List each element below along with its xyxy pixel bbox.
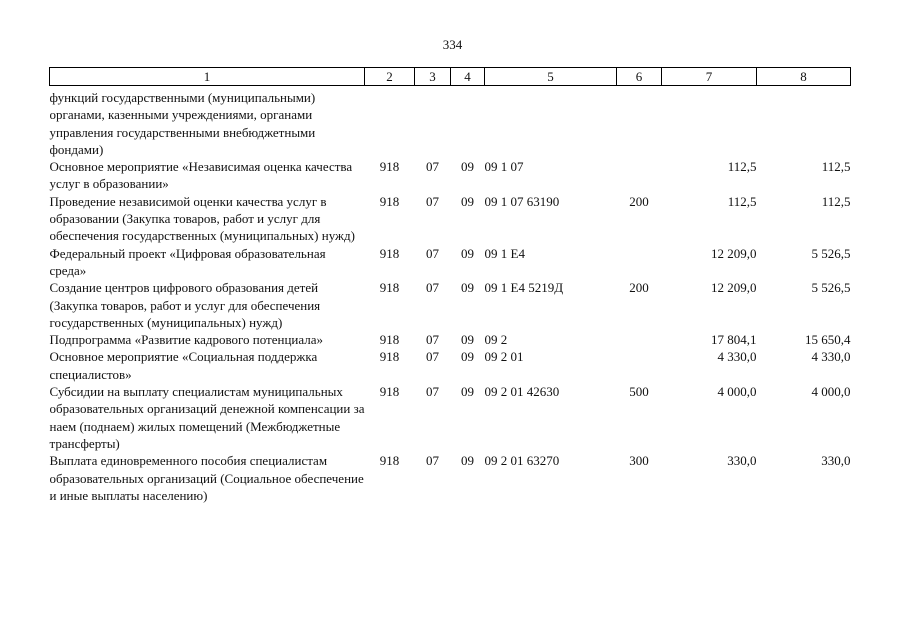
cell-target-article: 09 2 01 <box>484 349 524 365</box>
cell-section: 07 <box>426 332 439 348</box>
column-header: 5 <box>485 68 617 86</box>
cell-subsection: 09 <box>461 245 474 261</box>
cell-amount-7: 17 804,1 <box>711 332 757 348</box>
cell-amount-8: 5 526,5 <box>811 280 851 296</box>
cell-subsection: 09 <box>461 384 474 400</box>
cell-section: 07 <box>426 453 439 469</box>
page-number: 334 <box>442 37 463 52</box>
cell-amount-7: 4 000,0 <box>717 384 757 400</box>
cell-amount-7: 112,5 <box>727 193 757 209</box>
cell-section: 07 <box>426 349 439 365</box>
cell-section <box>415 86 451 159</box>
cell-ministry: 918 <box>379 245 400 261</box>
cell-amount-7: 12 209,0 <box>711 280 757 296</box>
cell-ministry <box>365 86 415 159</box>
cell-subsection: 09 <box>461 193 474 209</box>
cell-amount-7 <box>662 86 757 159</box>
cell-target-article: 09 1 E4 <box>484 245 525 261</box>
cell-expense-type <box>617 245 662 280</box>
cell-ministry: 918 <box>379 159 400 175</box>
cell-section: 07 <box>426 193 439 209</box>
cell-subsection: 09 <box>461 332 474 348</box>
cell-target-article: 09 1 07 63190 <box>484 193 560 209</box>
cell-amount-7: 112,5 <box>727 159 757 175</box>
cell-target-article: 09 2 <box>484 332 508 348</box>
cell-subsection: 09 <box>461 453 474 469</box>
cell-amount-8: 330,0 <box>821 453 851 469</box>
table-row <box>50 348 851 383</box>
cell-amount-8 <box>757 86 851 159</box>
cell-amount-8: 5 526,5 <box>811 245 851 261</box>
row-name: Подпрограмма «Развитие кадрового потенциала» <box>49 332 324 348</box>
table-row <box>50 452 851 504</box>
row-name: Проведение независимой оценки качества услуг в образовании (Закупка товаров, работ и услуг для обеспечения государственных (муниципальных) нужд) <box>49 193 355 244</box>
cell-amount-8: 4 330,0 <box>811 349 851 365</box>
row-name: Субсидии на выплату специалистам муниципальных образовательных организаций денежной компенсации за наем (поднаем) жилых помещений (Межбюджетные трансферты) <box>49 384 365 451</box>
cell-target-article <box>485 86 617 159</box>
cell-section: 07 <box>426 159 439 175</box>
cell-ministry: 918 <box>379 349 400 365</box>
cell-section: 07 <box>426 384 439 400</box>
cell-expense-type: 200 <box>629 280 649 296</box>
row-name: Основное мероприятие «Социальная поддержка специалистов» <box>49 349 318 382</box>
cell-ministry: 918 <box>379 193 400 209</box>
cell-target-article: 09 2 01 42630 <box>484 384 560 400</box>
cell-amount-7: 12 209,0 <box>711 245 757 261</box>
cell-ministry: 918 <box>379 453 400 469</box>
cell-expense-type: 500 <box>629 384 649 400</box>
cell-target-article: 09 2 01 63270 <box>484 453 560 469</box>
cell-ministry: 918 <box>379 384 400 400</box>
cell-expense-type: 300 <box>629 453 649 469</box>
column-header: 1 <box>50 68 365 86</box>
table-row <box>50 193 851 245</box>
cell-target-article: 09 1 07 <box>484 159 524 175</box>
row-name: Основное мероприятие «Независимая оценка качества услуг в образовании» <box>49 159 353 192</box>
column-header: 3 <box>415 68 451 86</box>
cell-amount-8: 112,5 <box>821 193 851 209</box>
cell-ministry: 918 <box>379 280 400 296</box>
cell-amount-8: 4 000,0 <box>811 384 851 400</box>
cell-expense-type <box>617 158 662 193</box>
table-row <box>50 86 851 159</box>
cell-amount-7: 330,0 <box>727 453 757 469</box>
row-name: Создание центров цифрового образования детей (Закупка товаров, работ и услуг для обеспечения государственных (муниципальных) нужд) <box>49 280 321 330</box>
table-row <box>50 383 851 452</box>
cell-subsection: 09 <box>461 280 474 296</box>
row-name: Федеральный проект «Цифровая образовательная среда» <box>49 245 326 278</box>
table-row <box>50 279 851 331</box>
column-header: 8 <box>757 68 851 86</box>
cell-expense-type: 200 <box>629 193 649 209</box>
cell-target-article: 09 1 E4 5219Д <box>484 280 564 296</box>
column-header: 4 <box>451 68 485 86</box>
cell-subsection: 09 <box>461 159 474 175</box>
header-row <box>50 68 851 86</box>
cell-subsection: 09 <box>461 349 474 365</box>
row-name: функций государственными (муниципальными) органами, казенными учреждениями, органами управления государственными внебюджетными фондами) <box>49 90 316 157</box>
budget-table <box>49 67 851 504</box>
column-header: 2 <box>365 68 415 86</box>
cell-amount-8: 112,5 <box>821 159 851 175</box>
cell-ministry: 918 <box>379 332 400 348</box>
column-header: 7 <box>662 68 757 86</box>
cell-section: 07 <box>426 280 439 296</box>
cell-expense-type <box>617 331 662 348</box>
table-row <box>50 331 851 348</box>
cell-amount-8: 15 650,4 <box>805 332 851 348</box>
row-name: Выплата единовременного пособия специалистам образовательных организаций (Социальное обеспечение и иные выплаты населению) <box>49 453 364 503</box>
table-row <box>50 158 851 193</box>
cell-expense-type <box>617 86 662 159</box>
table-row <box>50 245 851 280</box>
cell-expense-type <box>617 348 662 383</box>
cell-amount-7: 4 330,0 <box>717 349 757 365</box>
column-header: 6 <box>617 68 662 86</box>
cell-subsection <box>451 86 485 159</box>
cell-section: 07 <box>426 245 439 261</box>
